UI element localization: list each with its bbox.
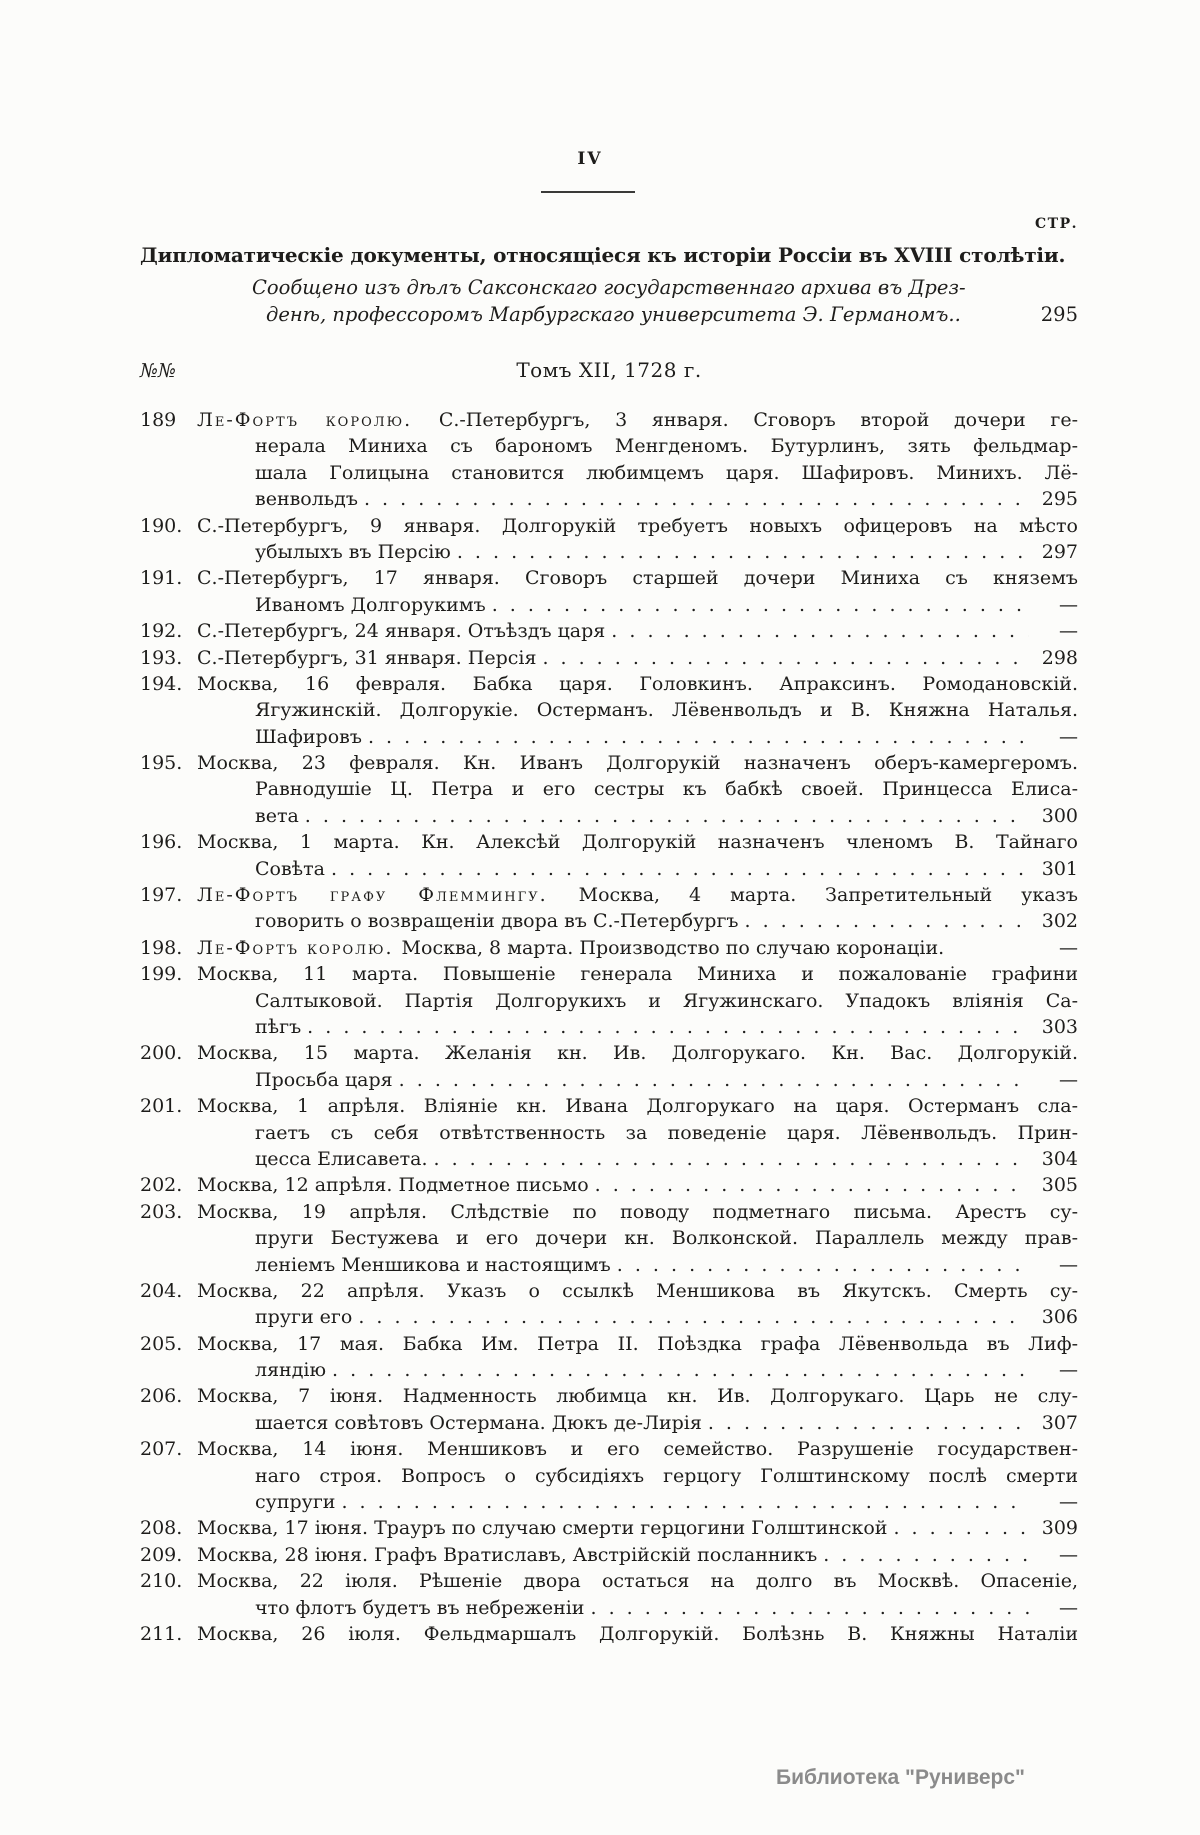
dot-leader	[368, 724, 1029, 750]
dot-leader	[542, 645, 1029, 671]
entry-number: 193.	[140, 646, 183, 669]
entry-number: 190.	[140, 514, 183, 537]
toc-line	[140, 1621, 1078, 1647]
entry-text: что флотъ будетъ въ небреженіи	[255, 1596, 585, 1619]
entry-text: Москва, 23 февраля. Кн. Иванъ Долгорукій назначенъ оберъ-камергеромъ.	[197, 752, 1078, 775]
entry-number: 204.	[140, 1279, 183, 1302]
entry-text: Москва, 22 іюля. Рѣшеніе двора остаться на долго въ Москвѣ. Опасеніе,	[197, 1570, 1078, 1593]
entry-number: 198.	[140, 936, 183, 959]
entry-number: 195.	[140, 752, 183, 775]
entry-text: пѣгъ	[255, 1015, 302, 1038]
page-number: —	[1059, 725, 1078, 748]
entry-text: Москва, 19 апрѣля. Слѣдствіе по поводу подметнаго письма. Арестъ су-	[197, 1200, 1078, 1223]
entry-text: Москва, 12 апрѣля. Подметное письмо	[197, 1174, 589, 1197]
page-number: —	[1059, 1596, 1078, 1619]
toc-line	[140, 1410, 1078, 1436]
toc-line	[140, 961, 1078, 987]
toc-list	[140, 407, 1078, 1647]
dot-leader	[617, 1252, 1029, 1278]
subtitle-line-2	[140, 301, 1078, 328]
page-number: 295	[1041, 488, 1078, 511]
toc-line	[140, 908, 1078, 934]
entry-number: 192.	[140, 620, 183, 643]
entry-number: 189	[140, 409, 177, 431]
toc-line	[140, 407, 1078, 433]
page-number: 309	[1041, 1517, 1078, 1540]
dot-leader	[399, 1067, 1029, 1093]
toc-line	[140, 882, 1078, 908]
entry-text: наго строя. Вопросъ о субсидіяхъ герцогу Голштинскому послѣ смерти	[255, 1464, 1078, 1487]
dot-leader	[611, 618, 1029, 644]
entry-text: леніемъ Меншикова и настоящимъ	[255, 1253, 611, 1276]
toc-line	[140, 1172, 1078, 1198]
entry-number: 203.	[140, 1200, 183, 1223]
toc-line	[140, 829, 1078, 855]
entry-number: 191.	[140, 567, 183, 590]
toc-line	[140, 460, 1078, 486]
dot-leader	[364, 486, 1029, 512]
entry-text: Равнодушіе Ц. Петра и его сестры къ бабкѣ своей. Принцесса Елиса-	[255, 778, 1078, 801]
page-number: 303	[1041, 1015, 1078, 1038]
subtitle-gap	[961, 301, 1032, 328]
toc-line	[140, 803, 1078, 829]
entry-text: С.-Петербургъ, 31 января. Персія	[197, 646, 537, 669]
toc-line	[140, 935, 1078, 961]
toc-line	[140, 539, 1078, 565]
toc-line	[140, 1040, 1078, 1066]
entry-text: Москва, 1 апрѣля. Вліяніе кн. Ивана Долгорукаго на царя. Остерманъ сла-	[197, 1095, 1078, 1118]
page-number: —	[1059, 593, 1078, 616]
entry-text-smallcaps: Ле-Фортъ графу Флеммингу.	[197, 884, 579, 907]
entry-number: 207.	[140, 1438, 183, 1461]
dot-leader	[893, 1515, 1029, 1541]
entry-text: Шафировъ	[255, 725, 362, 748]
dot-leader	[950, 935, 1029, 961]
entry-text: С.-Петербургъ, 17 января. Сговоръ старшей дочери Миниха съ княземъ	[197, 567, 1078, 590]
folio-rule	[541, 191, 635, 193]
toc-line	[140, 1014, 1078, 1040]
dot-leader	[708, 1410, 1029, 1436]
entry-number: 211.	[140, 1622, 183, 1645]
entry-text: Москва, 15 марта. Желанія кн. Ив. Долгорукаго. Кн. Вас. Долгорукій.	[197, 1042, 1078, 1065]
entry-text: Ле-Фортъ королю. С.-Петербургъ, 3 января. Сговоръ второй дочери ге-	[197, 409, 1078, 431]
dot-leader	[307, 1014, 1029, 1040]
entry-text-smallcaps: Ле-Фортъ королю.	[197, 936, 402, 959]
page-number: —	[1059, 1068, 1078, 1091]
entry-number: 201.	[140, 1095, 183, 1118]
entry-text: Москва, 16 февраля. Бабка царя. Головкинъ. Апраксинъ. Ромодановскій.	[197, 672, 1078, 695]
entry-text: Иваномъ Долгорукимъ	[255, 593, 486, 616]
entry-number: 208.	[140, 1517, 183, 1540]
toc-line	[140, 565, 1078, 591]
numbers-column-label: №№	[140, 360, 176, 382]
volume-heading: Томъ XII, 1728 г.	[516, 358, 702, 382]
dot-leader	[590, 1595, 1029, 1621]
dot-leader	[595, 1172, 1029, 1198]
entry-text: Москва, 7 іюня. Надменность любимца кн. Ив. Долгорукаго. Царь не слу-	[197, 1385, 1078, 1408]
entry-text: Москва, 28 іюня. Графъ Вратиславъ, Австрійскій посланникъ	[197, 1543, 818, 1566]
toc-line	[140, 1357, 1078, 1383]
page-number: 300	[1041, 804, 1078, 827]
toc-line	[140, 856, 1078, 882]
entry-text: Москва, 26 іюля. Фельдмаршалъ Долгорукій. Болѣзнь В. Княжны Наталіи	[197, 1622, 1078, 1645]
toc-line	[140, 1463, 1078, 1489]
page-number: —	[1059, 1359, 1078, 1382]
dot-leader	[823, 1542, 1029, 1568]
toc-line	[140, 645, 1078, 671]
entry-text: нерала Миниха съ барономъ Менгденомъ. Бутурлинъ, зять фельдмар-	[255, 435, 1078, 458]
page-number: —	[1059, 1543, 1078, 1566]
page-number: —	[1059, 620, 1078, 643]
page-number: 297	[1041, 540, 1078, 563]
library-watermark: Библиотека "Руниверс"	[776, 1766, 1026, 1789]
entry-text: Москва, 14 іюня. Меншиковъ и его семейство. Разрушеніе государствен-	[197, 1438, 1078, 1461]
toc-line	[140, 1225, 1078, 1251]
toc-line	[140, 671, 1078, 697]
entry-number: 194.	[140, 672, 183, 695]
dot-leader	[745, 908, 1029, 934]
entry-number: 200.	[140, 1042, 183, 1065]
toc-line	[140, 592, 1078, 618]
subtitle-line-2-text: денѣ, профессоромъ Марбургскаго университета Э. Германомъ..	[266, 303, 961, 326]
page-number: —	[1059, 1253, 1078, 1276]
entry-text-smallcaps: Ле-Фортъ королю.	[197, 409, 439, 431]
entry-text: Москва, 17 іюня. Трауръ по случаю смерти герцогини Голштинской	[197, 1517, 888, 1540]
entry-text: Москва, 17 мая. Бабка Им. Петра II. Поѣздка графа Лёвенвольда въ Лиф-	[197, 1332, 1078, 1355]
toc-line	[140, 988, 1078, 1014]
toc-line	[140, 1515, 1078, 1541]
page-number: 298	[1041, 646, 1078, 669]
toc-line	[140, 1278, 1078, 1304]
toc-line	[140, 1568, 1078, 1594]
entry-number: 210.	[140, 1570, 183, 1593]
toc-line	[140, 1595, 1078, 1621]
page-number: 302	[1041, 910, 1078, 933]
entry-text: цесса Елисавета.	[255, 1147, 428, 1170]
page-number: 295	[1040, 303, 1078, 326]
entry-number: 206.	[140, 1385, 183, 1408]
dot-leader	[358, 1304, 1029, 1330]
toc-line	[140, 618, 1078, 644]
entry-text: С.-Петербургъ, 24 января. Отъѣздъ царя	[197, 620, 606, 643]
toc-line	[140, 1093, 1078, 1119]
subtitle-line-1: Сообщено изъ дѣлъ Саксонскаго государственнаго архива въ Дрез-	[252, 276, 966, 299]
page-folio: IV	[577, 149, 603, 169]
section-title: Дипломатическіе документы, относящіеся къ исторіи Россіи въ XVIII столѣтіи.	[140, 243, 1066, 267]
page-number: 304	[1041, 1147, 1078, 1170]
dot-leader	[434, 1146, 1029, 1172]
dot-leader	[457, 539, 1029, 565]
entry-text: ляндію	[255, 1359, 327, 1382]
page-number: 301	[1041, 857, 1078, 880]
entry-number: 199.	[140, 963, 183, 986]
entry-text: шала Голицына становится любимцемъ царя. Шафировъ. Минихъ. Лё-	[255, 461, 1078, 484]
entry-text: пруги его	[255, 1306, 353, 1329]
volume-row	[140, 358, 1078, 385]
page-number: —	[1059, 936, 1078, 959]
entry-text: говорить о возвращеніи двора въ С.-Петербургъ	[255, 910, 739, 933]
toc-line	[140, 1331, 1078, 1357]
toc-line	[140, 1383, 1078, 1409]
toc-line	[140, 750, 1078, 776]
page-column-header: СТР.	[1035, 216, 1078, 232]
dot-leader	[332, 1357, 1029, 1383]
dot-leader	[341, 1489, 1029, 1515]
toc-line	[140, 433, 1078, 459]
toc-line	[140, 1067, 1078, 1093]
entry-text: Москва, 22 апрѣля. Указъ о ссылкѣ Меншикова въ Якутскъ. Смерть су-	[197, 1279, 1078, 1302]
toc-line	[140, 1146, 1078, 1172]
toc-line	[140, 486, 1078, 512]
entry-text: гаетъ съ себя отвѣтственность за поведеніе царя. Лёвенвольдъ. Прин-	[255, 1121, 1078, 1144]
entry-text: Москва, 11 марта. Повышеніе генерала Миниха и пожалованіе графини	[197, 963, 1078, 986]
entry-text: Ле-Фортъ графу Флеммингу. Москва, 4 марта. Запретительный указъ	[197, 884, 1078, 907]
toc-line	[140, 697, 1078, 723]
entry-text: убылыхъ въ Персію	[255, 540, 451, 563]
dot-leader	[331, 856, 1029, 882]
section-subtitle	[140, 274, 1078, 328]
entry-text: Салтыковой. Партія Долгорукихъ и Ягужинскаго. Упадокъ вліянія Са-	[255, 989, 1078, 1012]
entry-text: Просьба царя	[255, 1068, 393, 1091]
entry-text: Москва, 1 марта. Кн. Алексѣй Долгорукій назначенъ членомъ В. Тайнаго	[197, 831, 1078, 854]
entry-text: Ле-Фортъ королю. Москва, 8 марта. Производство по случаю коронаціи.	[197, 936, 945, 959]
toc-line	[140, 1436, 1078, 1462]
entry-text: венвольдъ	[255, 488, 358, 511]
page-number: —	[1059, 1491, 1078, 1514]
page-number: 306	[1041, 1306, 1078, 1329]
dot-leader	[492, 592, 1029, 618]
entry-text: шается совѣтовъ Остермана. Дюкъ де-Лирія	[255, 1411, 702, 1434]
toc-line	[140, 513, 1078, 539]
page-number: 307	[1041, 1411, 1078, 1434]
entry-text: супруги	[255, 1491, 336, 1514]
toc-line	[140, 776, 1078, 802]
page-number: 305	[1041, 1174, 1078, 1197]
entry-number: 209.	[140, 1543, 183, 1566]
entry-text: С.-Петербургъ, 9 января. Долгорукій требуетъ новыхъ офицеровъ на мѣсто	[197, 514, 1078, 537]
toc-line	[140, 1252, 1078, 1278]
entry-text: пруги Бестужева и его дочери кн. Волконской. Параллель между прав-	[255, 1227, 1078, 1250]
entry-number: 196.	[140, 831, 183, 854]
entry-text: Совѣта	[255, 857, 325, 880]
toc-line	[140, 1199, 1078, 1225]
toc-line	[140, 1304, 1078, 1330]
entry-number: 197.	[140, 884, 183, 907]
toc-line	[140, 1120, 1078, 1146]
entry-text: вета	[255, 804, 299, 827]
entry-number: 202.	[140, 1174, 183, 1197]
entry-number: 205.	[140, 1332, 183, 1355]
entry-text: Ягужинскій. Долгорукіе. Остерманъ. Лёвенвольдъ и В. Княжна Наталья.	[255, 699, 1078, 722]
toc-line	[140, 1489, 1078, 1515]
toc-line	[140, 1542, 1078, 1568]
toc-line	[140, 724, 1078, 750]
dot-leader	[305, 803, 1029, 829]
